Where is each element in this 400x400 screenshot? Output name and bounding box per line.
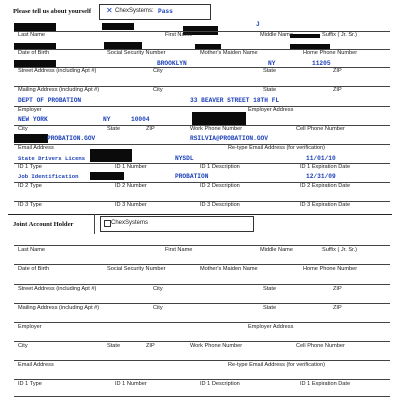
redacted-email-user bbox=[14, 134, 48, 143]
joint-label-cell-phone: Cell Phone Number bbox=[296, 343, 345, 349]
label-first-name: First Name bbox=[165, 32, 193, 38]
label-mailing: Mailing Address (including Apt #) bbox=[18, 87, 100, 93]
label-id3-desc: ID 3 Description bbox=[200, 202, 240, 208]
re-email-value: RSILVIA@PROBATION.GOV bbox=[190, 135, 268, 142]
joint-label-mailing-state: State bbox=[263, 305, 277, 311]
joint-label-state: State bbox=[263, 286, 277, 292]
middle-name-value: J bbox=[256, 21, 260, 28]
employer-state-value: NY bbox=[103, 116, 111, 123]
label-dob: Date of Birth bbox=[18, 50, 50, 56]
label-id2-number: ID 2 Number bbox=[115, 183, 147, 189]
label-employer: Employer bbox=[18, 107, 42, 113]
redacted-id2-number bbox=[90, 172, 124, 180]
joint-label-suffix: Suffix ( Jr. Sr.) bbox=[322, 247, 358, 253]
id1-desc-value: NYSDL bbox=[175, 155, 194, 162]
section-heading-about-you: Please tell us about yourself bbox=[13, 8, 92, 15]
employer-street-value: 33 BEAVER STREET 18TH FL bbox=[190, 97, 280, 104]
label-work-phone: Work Phone Number bbox=[190, 126, 243, 132]
id2-desc-value: PROBATION bbox=[175, 173, 209, 180]
label-ssn: Social Security Number bbox=[107, 50, 166, 56]
label-employer-address: Employer Address bbox=[248, 107, 294, 113]
label-id3-exp: ID 3 Expiration Date bbox=[300, 202, 351, 208]
employer-zip-value: 10004 bbox=[131, 116, 150, 123]
joint-label-last-name: Last Name bbox=[18, 247, 46, 253]
employer-city-value: NEW YORK bbox=[18, 116, 48, 123]
id1-exp-value: 11/01/10 bbox=[306, 155, 336, 162]
label-mailing-city: City bbox=[153, 87, 163, 93]
redacted-suffix bbox=[290, 34, 320, 38]
label-mailing-zip: ZIP bbox=[333, 87, 342, 93]
label-id3-type: ID 3 Type bbox=[18, 202, 42, 208]
redacted-last-name bbox=[14, 23, 56, 31]
label-maiden: Mother's Maiden Name bbox=[200, 50, 258, 56]
label-id2-exp: ID 2 Expiration Date bbox=[300, 183, 351, 189]
label-emp-zip: ZIP bbox=[146, 126, 155, 132]
label-home-phone: Home Phone Number bbox=[303, 50, 358, 56]
label-mailing-state: State bbox=[263, 87, 277, 93]
redacted-street bbox=[14, 60, 56, 67]
state-value: NY bbox=[268, 60, 276, 67]
label-emp-state: State bbox=[107, 126, 121, 132]
id1-type-value: State Drivers Licens bbox=[18, 155, 86, 162]
joint-label-ssn: Social Security Number bbox=[107, 266, 166, 272]
redacted-work-phone bbox=[192, 112, 246, 126]
joint-label-first-name: First Name bbox=[165, 247, 193, 253]
label-email: Email Address bbox=[18, 145, 54, 151]
label-cell-phone: Cell Phone Number bbox=[296, 126, 345, 132]
joint-label-email: Email Address bbox=[18, 362, 54, 368]
chexsystems-value: Pass bbox=[158, 8, 173, 15]
joint-label-work-phone: Work Phone Number bbox=[190, 343, 243, 349]
joint-label-id1-desc: ID 1 Description bbox=[200, 381, 240, 387]
label-last-name: Last Name bbox=[18, 32, 46, 38]
joint-label-emp-city: City bbox=[18, 343, 28, 349]
label-street: Street Address (including Apt #) bbox=[18, 68, 97, 74]
joint-label-mailing: Mailing Address (including Apt #) bbox=[18, 305, 100, 311]
joint-label-home-phone: Home Phone Number bbox=[303, 266, 358, 272]
employer-value: DEPT OF PROBATION bbox=[18, 97, 82, 104]
joint-label-dob: Date of Birth bbox=[18, 266, 50, 272]
city-value: BROOKLYN bbox=[157, 60, 187, 67]
joint-label-maiden: Mother's Maiden Name bbox=[200, 266, 258, 272]
label-id2-type: ID 2 Type bbox=[18, 183, 42, 189]
joint-label-employer: Employer bbox=[18, 324, 42, 330]
joint-label-street: Street Address (including Apt #) bbox=[18, 286, 97, 292]
label-suffix: Suffix ( Jr. Sr.) bbox=[322, 32, 358, 38]
label-id1-number: ID 1 Number bbox=[115, 164, 147, 170]
label-zip: ZIP bbox=[333, 68, 342, 74]
joint-label-emp-zip: ZIP bbox=[146, 343, 155, 349]
joint-label-emp-state: State bbox=[107, 343, 121, 349]
redacted-first-name-a bbox=[102, 23, 134, 30]
label-id1-type: ID 1 Type bbox=[18, 164, 42, 170]
joint-label-id1-exp: ID 1 Expiration Date bbox=[300, 381, 351, 387]
label-re-email: Re-type Email Address (for verification) bbox=[228, 145, 325, 151]
label-id3-number: ID 3 Number bbox=[115, 202, 147, 208]
zip-value: 11205 bbox=[312, 60, 331, 67]
label-state: State bbox=[263, 68, 277, 74]
section-heading-joint-holder: Joint Account Holder bbox=[13, 221, 74, 228]
label-id1-desc: ID 1 Description bbox=[200, 164, 240, 170]
label-city: City bbox=[153, 68, 163, 74]
joint-label-middle-name: Middle Name bbox=[260, 247, 293, 253]
section-divider bbox=[8, 214, 392, 215]
redacted-id1-number bbox=[90, 149, 132, 162]
label-emp-city: City bbox=[18, 126, 28, 132]
chexsystems-check-icon[interactable]: ✕ bbox=[106, 6, 113, 15]
joint-chexsystems-label: ChexSystems bbox=[111, 220, 149, 226]
joint-label-mailing-city: City bbox=[153, 305, 163, 311]
joint-label-re-email: Re-type Email Address (for verification) bbox=[228, 362, 325, 368]
joint-label-employer-address: Employer Address bbox=[248, 324, 294, 330]
label-middle-name: Middle Name bbox=[260, 32, 293, 38]
email-domain-value: PROBATION.GOV bbox=[47, 135, 96, 142]
joint-label-id1-type: ID 1 Type bbox=[18, 381, 42, 387]
chexsystems-label: ChexSystems: bbox=[115, 8, 154, 14]
id2-exp-value: 12/31/09 bbox=[306, 173, 336, 180]
label-id1-exp: ID 1 Expiration Date bbox=[300, 164, 351, 170]
joint-chexsystems-checkbox[interactable] bbox=[104, 220, 111, 227]
joint-label-id1-number: ID 1 Number bbox=[115, 381, 147, 387]
id2-type-value: Job Identification bbox=[18, 173, 79, 180]
joint-label-mailing-zip: ZIP bbox=[333, 305, 342, 311]
joint-label-zip: ZIP bbox=[333, 286, 342, 292]
joint-label-city: City bbox=[153, 286, 163, 292]
label-id2-desc: ID 2 Description bbox=[200, 183, 240, 189]
